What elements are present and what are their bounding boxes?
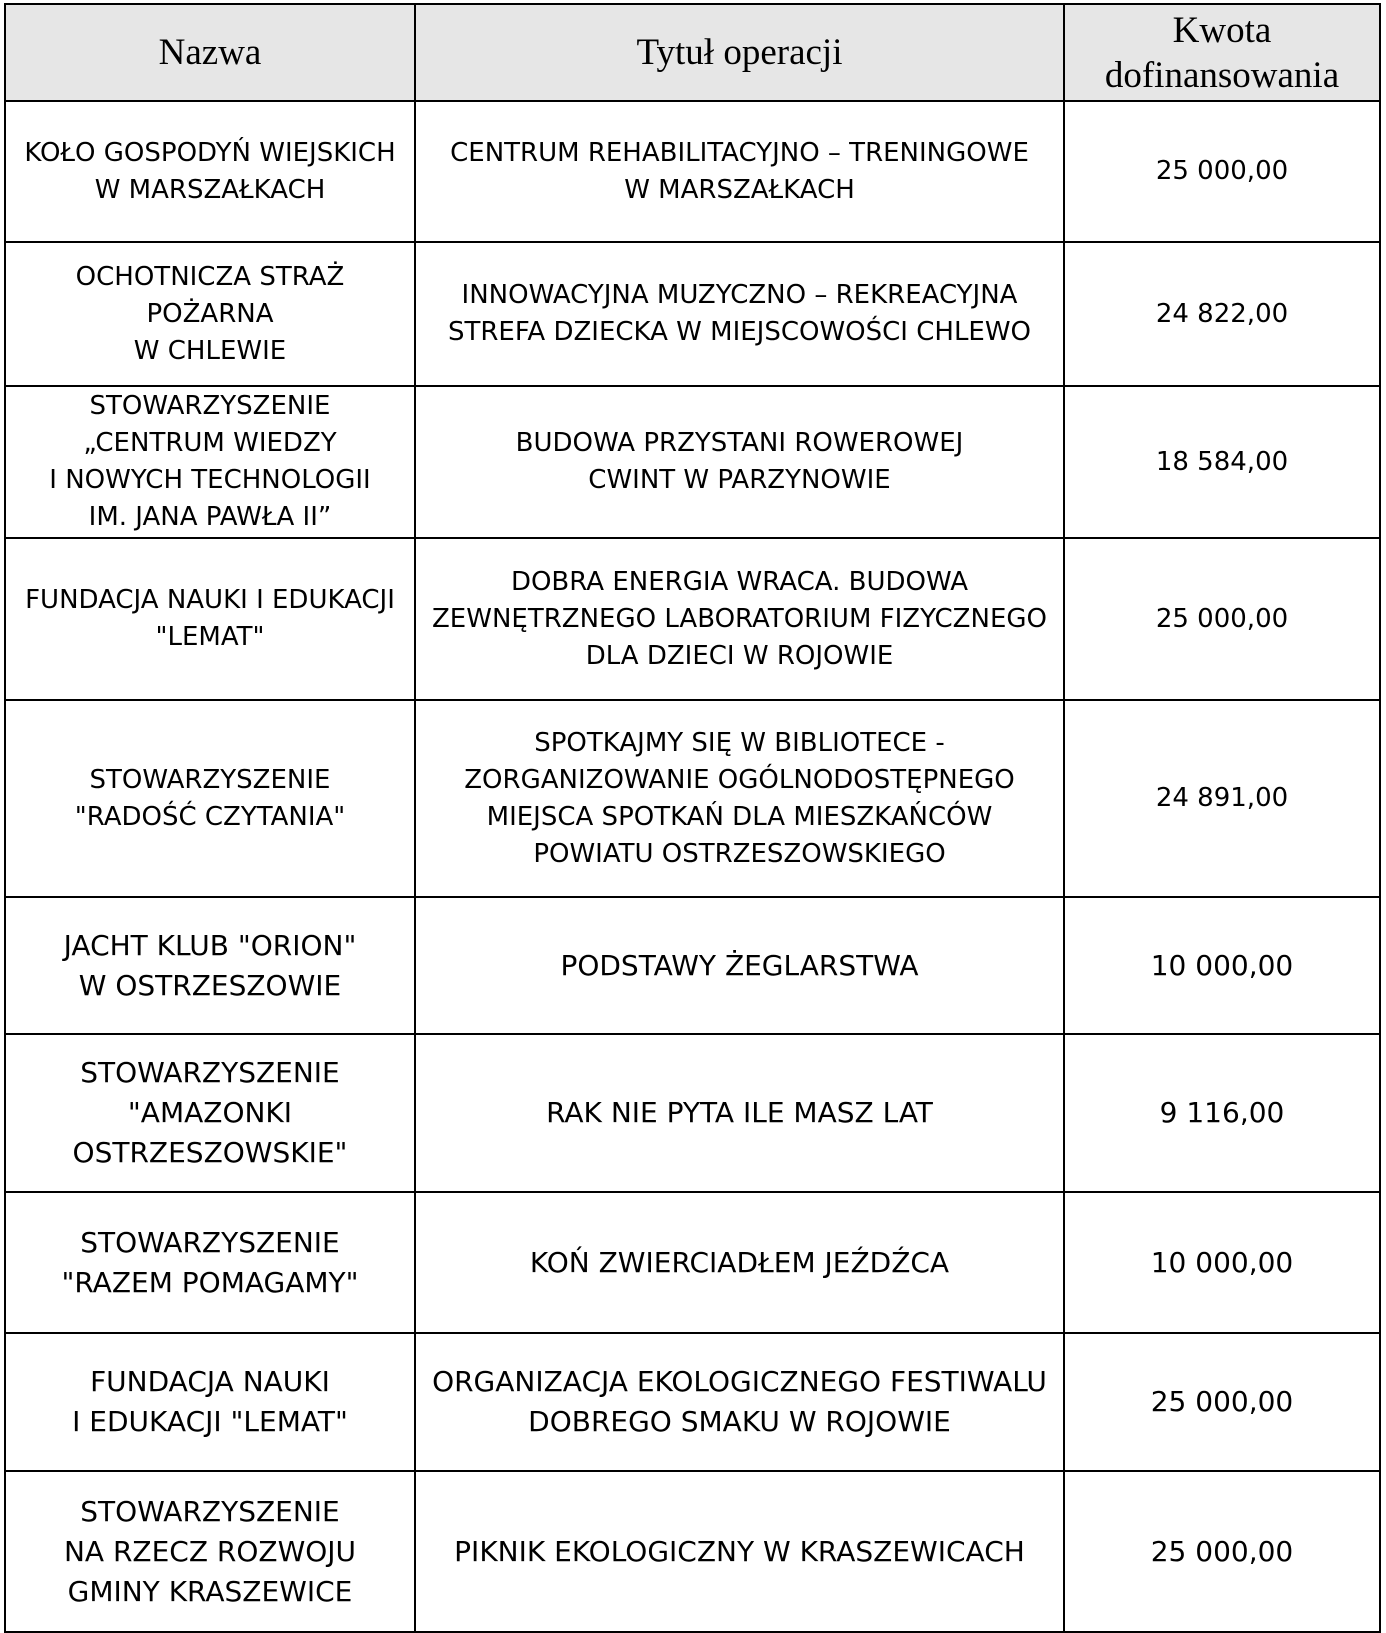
- cell-name: STOWARZYSZENIE "AMAZONKI OSTRZESZOWSKIE": [5, 1034, 415, 1192]
- cell-amount: 25 000,00: [1064, 101, 1380, 242]
- cell-title: CENTRUM REHABILITACYJNO – TRENINGOWE W MARSZAŁKACH: [415, 101, 1064, 242]
- cell-title: RAK NIE PYTA ILE MASZ LAT: [415, 1034, 1064, 1192]
- table-row: [5, 1333, 1380, 1471]
- cell-name: STOWARZYSZENIE NA RZECZ ROZWOJU GMINY KRASZEWICE: [5, 1471, 415, 1632]
- cell-amount: 9 116,00: [1064, 1034, 1380, 1192]
- cell-name: FUNDACJA NAUKI I EDUKACJI "LEMAT": [5, 538, 415, 700]
- cell-name: FUNDACJA NAUKI I EDUKACJI "LEMAT": [5, 1333, 415, 1471]
- cell-title: DOBRA ENERGIA WRACA. BUDOWA ZEWNĘTRZNEGO LABORATORIUM FIZYCZNEGO DLA DZIECI W ROJOWIE: [415, 538, 1064, 700]
- cell-amount: 10 000,00: [1064, 897, 1380, 1034]
- cell-amount: 10 000,00: [1064, 1192, 1380, 1333]
- grants-table: [4, 3, 1381, 1633]
- table-row: [5, 1471, 1380, 1632]
- cell-amount: 25 000,00: [1064, 1333, 1380, 1471]
- header-title: Tytuł operacji: [415, 4, 1064, 101]
- cell-title: PODSTAWY ŻEGLARSTWA: [415, 897, 1064, 1034]
- cell-amount: 24 891,00: [1064, 700, 1380, 897]
- cell-amount: 25 000,00: [1064, 1471, 1380, 1632]
- header-name: Nazwa: [5, 4, 415, 101]
- header-amount: Kwota dofinansowania: [1064, 4, 1380, 101]
- cell-title: PIKNIK EKOLOGICZNY W KRASZEWICACH: [415, 1471, 1064, 1632]
- table-row: [5, 386, 1380, 538]
- table-row: [5, 897, 1380, 1034]
- table-row: [5, 101, 1380, 242]
- cell-title: KOŃ ZWIERCIADŁEM JEŹDŹCA: [415, 1192, 1064, 1333]
- cell-amount: 25 000,00: [1064, 538, 1380, 700]
- cell-name: STOWARZYSZENIE "RAZEM POMAGAMY": [5, 1192, 415, 1333]
- cell-title: SPOTKAJMY SIĘ W BIBLIOTECE - ZORGANIZOWANIE OGÓLNODOSTĘPNEGO MIEJSCA SPOTKAŃ DLA MIESZKAŃCÓW POWIATU OSTRZESZOWSKIEGO: [415, 700, 1064, 897]
- cell-amount: 24 822,00: [1064, 242, 1380, 386]
- header-row: [5, 4, 1380, 101]
- cell-name: STOWARZYSZENIE „CENTRUM WIEDZY I NOWYCH TECHNOLOGII IM. JANA PAWŁA II”: [5, 386, 415, 538]
- table-row: [5, 1192, 1380, 1333]
- cell-name: STOWARZYSZENIE "RADOŚĆ CZYTANIA": [5, 700, 415, 897]
- table-row: [5, 700, 1380, 897]
- cell-title: BUDOWA PRZYSTANI ROWEROWEJ CWINT W PARZYNOWIE: [415, 386, 1064, 538]
- cell-title: INNOWACYJNA MUZYCZNO – REKREACYJNA STREFA DZIECKA W MIEJSCOWOŚCI CHLEWO: [415, 242, 1064, 386]
- cell-title: ORGANIZACJA EKOLOGICZNEGO FESTIWALU DOBREGO SMAKU W ROJOWIE: [415, 1333, 1064, 1471]
- cell-name: KOŁO GOSPODYŃ WIEJSKICH W MARSZAŁKACH: [5, 101, 415, 242]
- cell-name: JACHT KLUB "ORION" W OSTRZESZOWIE: [5, 897, 415, 1034]
- cell-name: OCHOTNICZA STRAŻ POŻARNA W CHLEWIE: [5, 242, 415, 386]
- cell-amount: 18 584,00: [1064, 386, 1380, 538]
- table-row: [5, 538, 1380, 700]
- table-row: [5, 1034, 1380, 1192]
- table-row: [5, 242, 1380, 386]
